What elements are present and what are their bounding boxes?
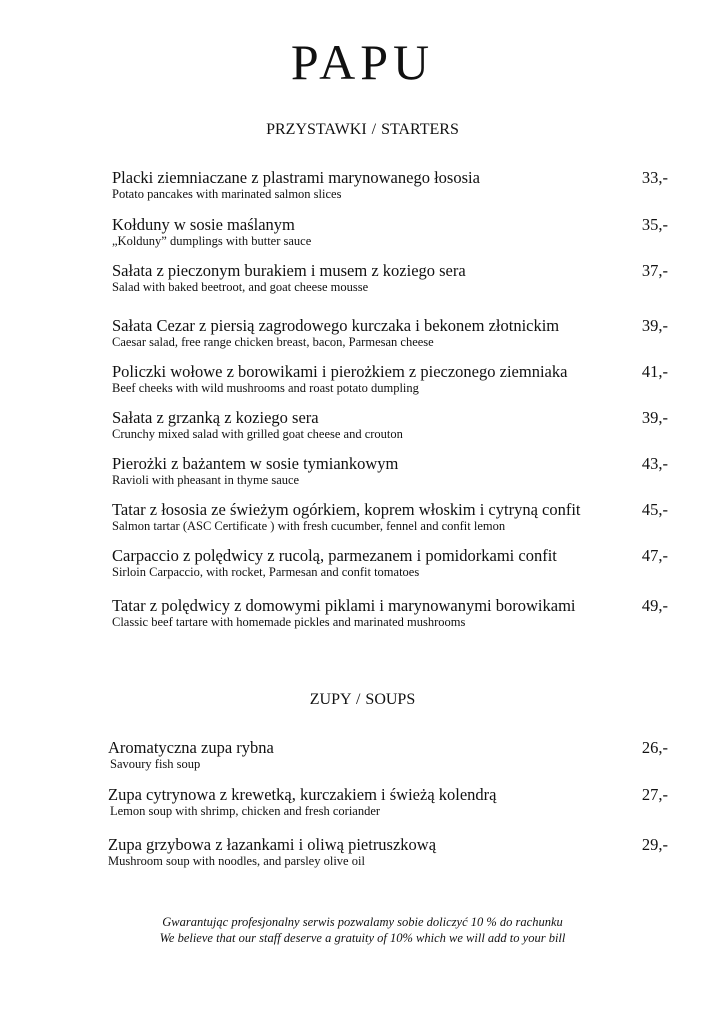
dish-name-pl: Sałata Cezar z piersią zagrodowego kurczaka i bekonem złotnickim <box>112 316 560 335</box>
dish-name-en: Sirloin Carpaccio, with rocket, Parmesan and confit tomatoes <box>112 565 420 579</box>
dish-price: 47,- <box>641 546 668 565</box>
dish-name-en: Ravioli with pheasant in thyme sauce <box>112 473 300 487</box>
dish-name-en: Potato pancakes with marinated salmon slices <box>112 187 342 201</box>
dish-name-en: Salmon tartar (ASC Certificate ) with fresh cucumber, fennel and confit lemon <box>112 519 506 533</box>
dish-name-en: Mushroom soup with noodles, and parsley olive oil <box>108 854 365 868</box>
dish-price: 27,- <box>641 785 668 804</box>
menu-item <box>112 500 668 534</box>
menu-item <box>112 596 668 630</box>
dish-price: 39,- <box>641 408 668 427</box>
dish-price: 35,- <box>641 215 668 234</box>
menu-item <box>112 546 668 580</box>
dish-name-pl: Placki ziemniaczane z plastrami marynowanego łososia <box>112 168 480 187</box>
service-charge-note <box>0 915 725 946</box>
section-title-starters: PRZYSTAWKI / STARTERS <box>266 121 459 138</box>
menu-item <box>108 785 668 819</box>
dish-name-en: Lemon soup with shrimp, chicken and fresh coriander <box>110 804 381 818</box>
dish-price: 26,- <box>641 738 668 757</box>
menu-item <box>112 408 668 442</box>
restaurant-logo: PAPU <box>290 34 435 90</box>
dish-price: 33,- <box>641 168 668 187</box>
dish-price: 49,- <box>641 596 668 615</box>
menu-item <box>112 316 668 350</box>
menu-item <box>108 738 668 772</box>
dish-name-en: „Kolduny” dumplings with butter sauce <box>112 234 312 248</box>
dish-price: 37,- <box>641 261 668 280</box>
dish-name-en: Beef cheeks with wild mushrooms and roast potato dumpling <box>112 381 419 395</box>
menu-item <box>112 261 668 295</box>
menu-item <box>112 454 668 488</box>
dish-name-pl: Pierożki z bażantem w sosie tymiankowym <box>112 454 399 473</box>
dish-name-pl: Sałata z pieczonym burakiem i musem z koziego sera <box>112 261 466 280</box>
dish-price: 29,- <box>641 835 668 854</box>
menu-item <box>112 215 668 249</box>
dish-name-pl: Zupa cytrynowa z krewetką, kurczakiem i świeżą kolendrą <box>108 785 497 804</box>
dish-price: 41,- <box>641 362 668 381</box>
menu-item <box>112 168 668 202</box>
dish-name-pl: Carpaccio z polędwicy z rucolą, parmezanem i pomidorkami confit <box>112 546 557 565</box>
dish-name-pl: Kołduny w sosie maślanym <box>112 215 295 234</box>
service-note-pl: Gwarantując profesjonalny serwis pozwalamy sobie doliczyć 10 % do rachunku <box>162 915 563 929</box>
dish-name-pl: Aromatyczna zupa rybna <box>108 738 274 757</box>
dish-name-pl: Sałata z grzanką z koziego sera <box>112 408 319 427</box>
dish-price: 43,- <box>641 454 668 473</box>
dish-name-pl: Tatar z łososia ze świeżym ogórkiem, koprem włoskim i cytryną confit <box>112 500 581 519</box>
dish-name-en: Crunchy mixed salad with grilled goat cheese and crouton <box>112 427 403 441</box>
dish-name-en: Classic beef tartare with homemade pickles and marinated mushrooms <box>112 615 466 629</box>
menu-item <box>108 835 668 869</box>
service-note-en: We believe that our staff deserve a gratuity of 10% which we will add to your bill <box>159 930 566 945</box>
section-title-soups: ZUPY / SOUPS <box>309 691 416 708</box>
dish-price: 45,- <box>641 500 668 519</box>
dish-name-en: Salad with baked beetroot, and goat cheese mousse <box>112 280 369 294</box>
dish-name-en: Savoury fish soup <box>110 757 201 771</box>
dish-name-en: Caesar salad, free range chicken breast, bacon, Parmesan cheese <box>112 335 434 349</box>
dish-name-pl: Zupa grzybowa z łazankami i oliwą pietruszkową <box>108 835 437 854</box>
menu-item <box>112 362 668 396</box>
dish-name-pl: Tatar z polędwicy z domowymi piklami i marynowanymi borowikami <box>112 596 576 615</box>
dish-name-pl: Policzki wołowe z borowikami i pierożkiem z pieczonego ziemniaka <box>112 362 568 381</box>
dish-price: 39,- <box>641 316 668 335</box>
